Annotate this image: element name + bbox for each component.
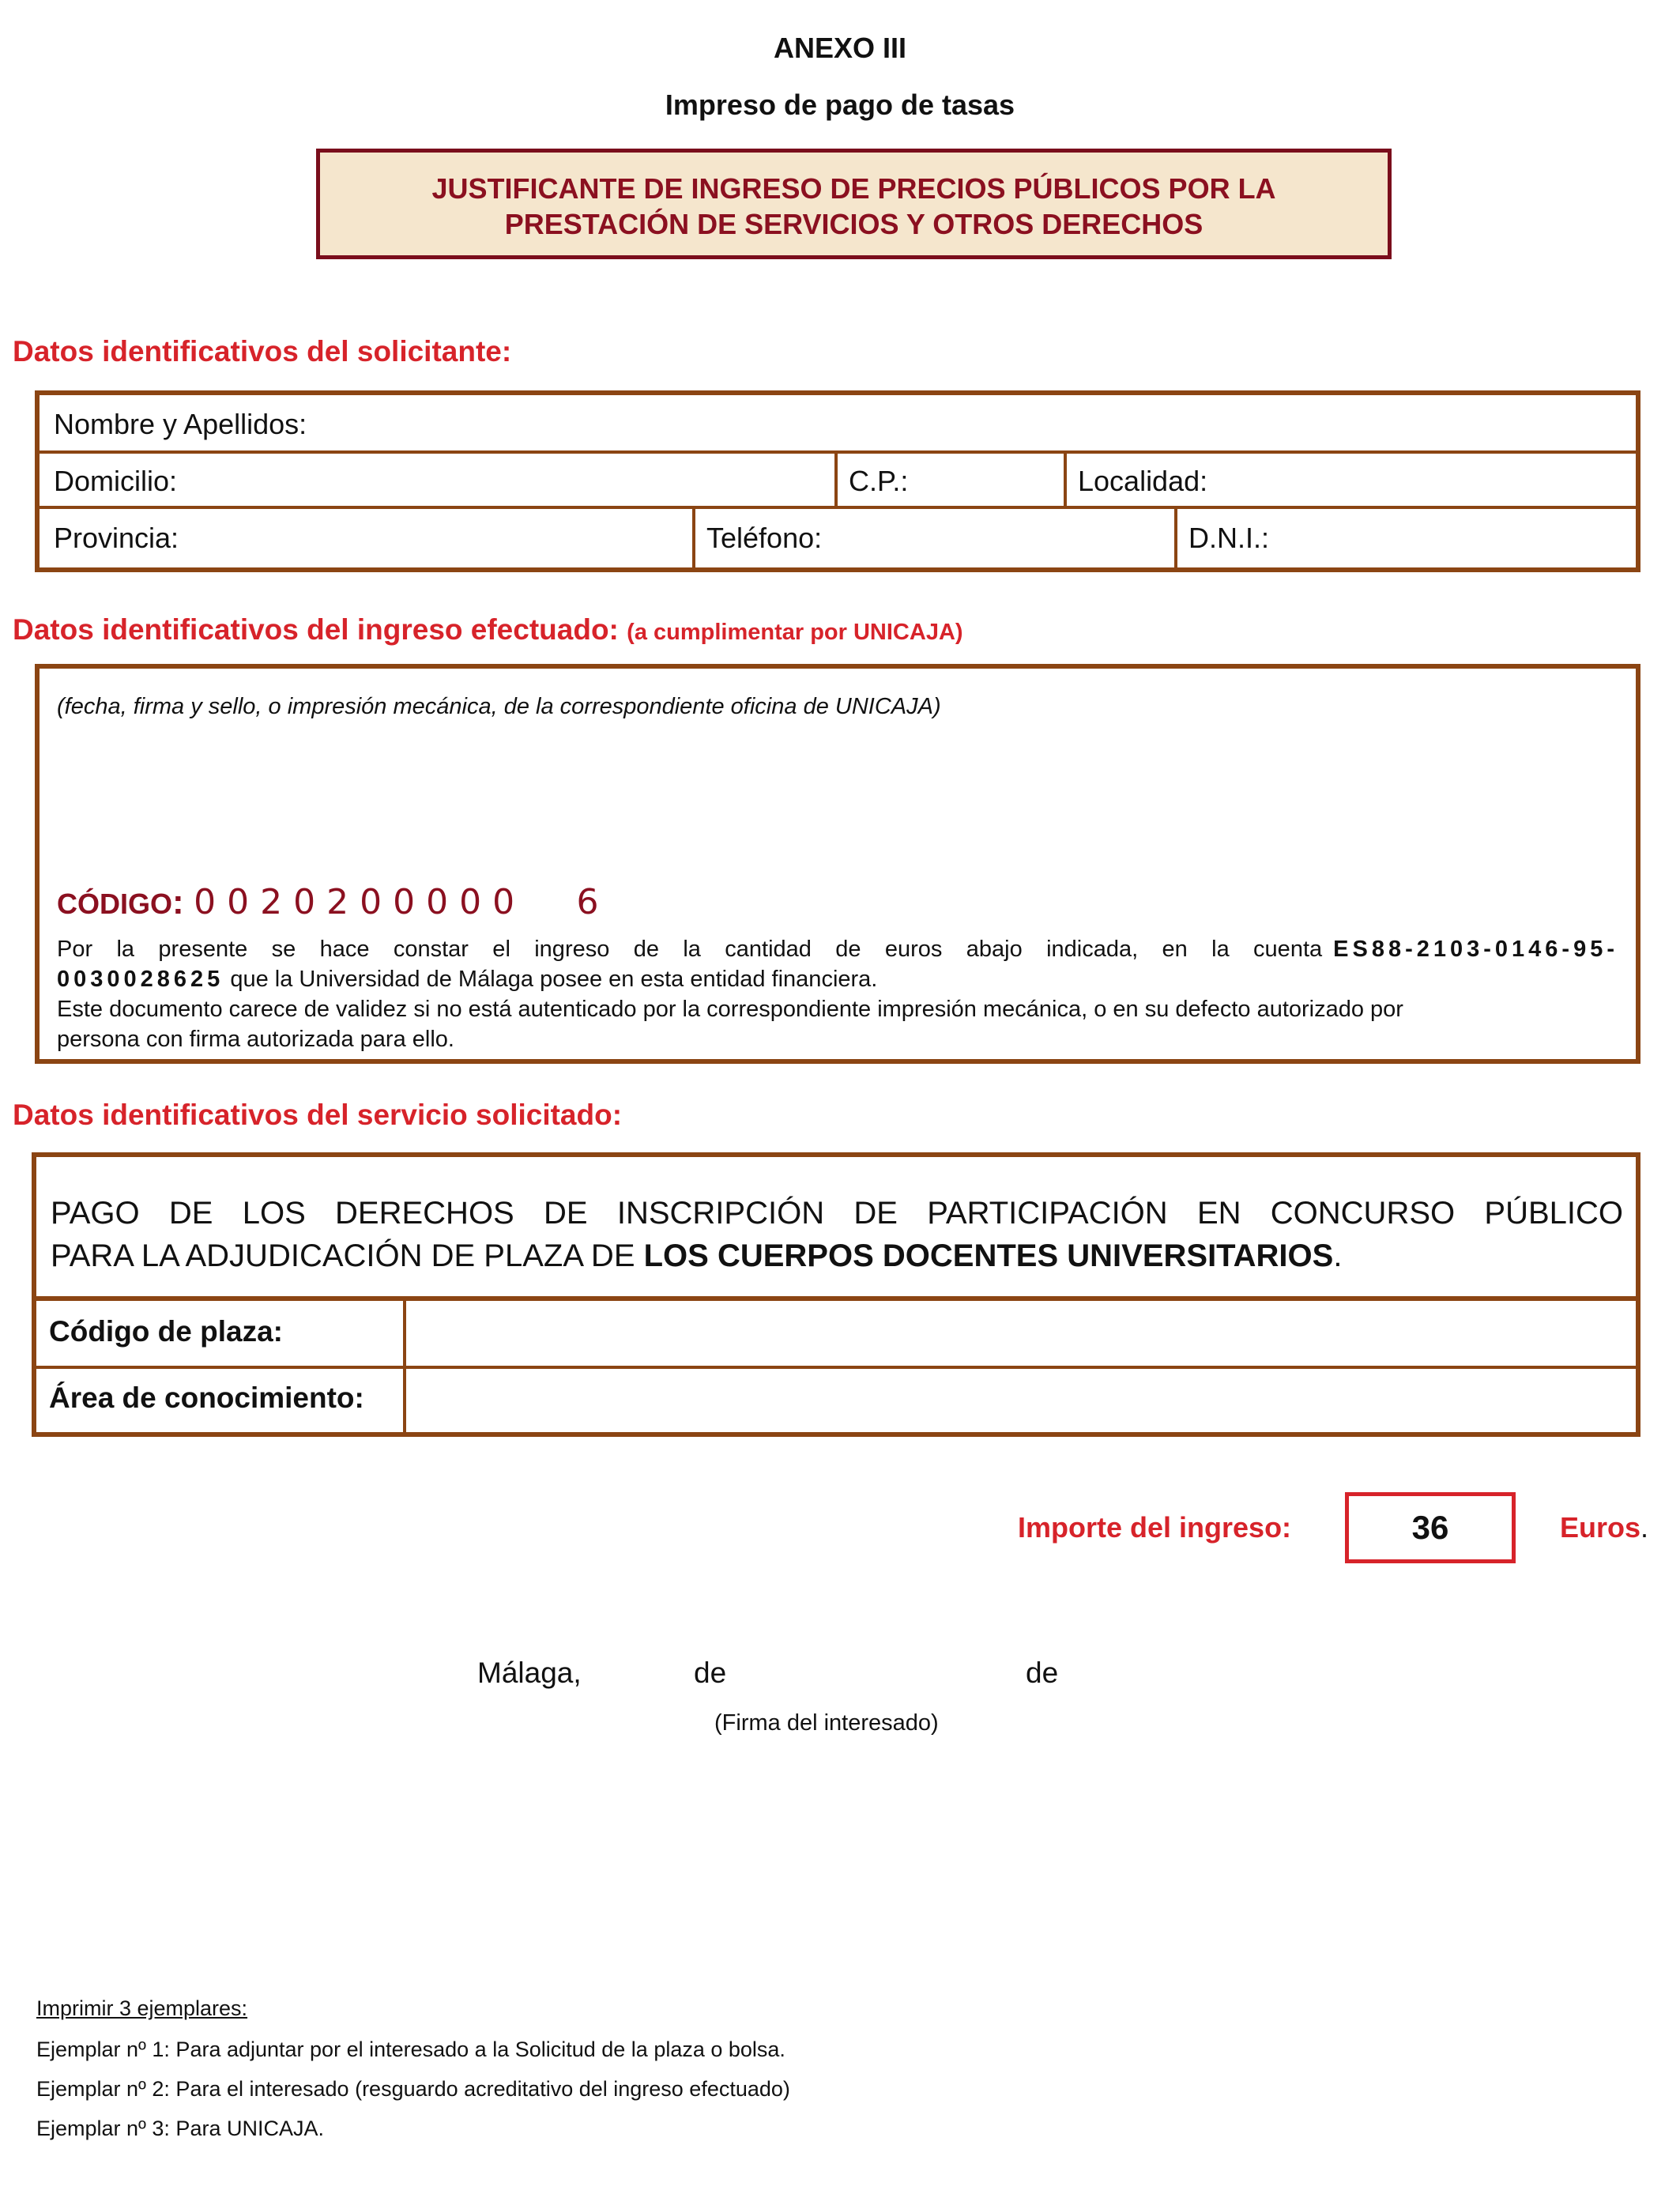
service-line-2-bold: LOS CUERPOS DOCENTES UNIVERSITARIOS	[643, 1238, 1334, 1273]
service-heading: Datos identificativos del servicio solicitado:	[13, 1099, 623, 1131]
account-number-1: ES88-2103-0146-95-	[1333, 937, 1618, 962]
payment-statement	[57, 934, 1618, 1054]
dni-field[interactable]: D.N.I.:	[1188, 522, 1270, 554]
signature-month-de: de	[1026, 1657, 1059, 1689]
account-number-2: 0030028625	[57, 967, 224, 992]
banner-line-1: JUSTIFICANTE DE INGRESO DE PRECIOS PÚBLICOS POR LA	[431, 172, 1276, 205]
province-field[interactable]: Provincia:	[54, 522, 179, 554]
service-description	[51, 1192, 1623, 1277]
annex-title: ANEXO III	[773, 32, 907, 64]
validity-line-2: persona con firma autorizada para ello.	[57, 1027, 454, 1052]
code-label: CÓDIGO:	[57, 883, 184, 922]
receipt-banner	[316, 149, 1392, 259]
signature-place: Málaga,	[477, 1657, 582, 1689]
area-input[interactable]	[408, 1369, 1636, 1432]
name-field[interactable]: Nombre y Apellidos:	[54, 408, 307, 440]
address-field[interactable]: Domicilio:	[54, 465, 178, 497]
service-line-1: PAGO DE LOS DERECHOS DE INSCRIPCIÓN DE PARTICIPACIÓN EN CONCURSO PÚBLICO	[51, 1196, 1623, 1231]
applicant-heading: Datos identificativos del solicitante:	[13, 335, 512, 368]
amount-label: Importe del ingreso:	[1018, 1511, 1292, 1544]
payment-heading-text: Datos identificativos del ingreso efectuado:	[13, 613, 619, 646]
locality-field[interactable]: Localidad:	[1078, 465, 1208, 497]
stamp-note: (fecha, firma y sello, o impresión mecánica, de la correspondiente oficina de UNICAJA)	[57, 694, 941, 719]
footer-copy-2: Ejemplar nº 2: Para el interesado (resguardo acreditativo del ingreso efectuado)	[36, 2077, 790, 2101]
plaza-code-label: Código de plaza:	[49, 1315, 283, 1348]
footer-copy-1: Ejemplar nº 1: Para adjuntar por el interesado a la Solicitud de la plaza o bolsa.	[36, 2038, 785, 2061]
banner-line-2: PRESTACIÓN DE SERVICIOS Y OTROS DERECHOS	[504, 208, 1203, 240]
area-label: Área de conocimiento:	[49, 1382, 364, 1414]
phone-field[interactable]: Teléfono:	[706, 522, 823, 554]
postal-code-field[interactable]: C.P.:	[849, 465, 909, 497]
statement-text-1: Por la presente se hace constar el ingreso de la cantidad de euros abajo indicada, en la cuenta	[57, 937, 1323, 962]
bank-stamp-box	[35, 664, 1640, 1064]
code-check-digit: 6	[576, 882, 610, 922]
page-subtitle: Impreso de pago de tasas	[665, 89, 1015, 121]
amount-box[interactable]: 36	[1345, 1492, 1516, 1563]
signature-day-de: de	[694, 1657, 727, 1689]
footer-heading: Imprimir 3 ejemplares:	[36, 1996, 248, 2020]
footer-copy-3: Ejemplar nº 3: Para UNICAJA.	[36, 2117, 324, 2140]
plaza-code-input[interactable]	[408, 1301, 1636, 1366]
payment-heading-note: (a cumplimentar por UNICAJA)	[627, 620, 963, 645]
statement-text-2: que la Universidad de Málaga posee en esta entidad financiera.	[230, 967, 878, 992]
payment-heading	[13, 613, 963, 647]
payment-code	[57, 882, 610, 922]
applicant-table	[35, 390, 1640, 572]
service-table	[32, 1152, 1640, 1437]
service-line-2: PARA LA ADJUDICACIÓN DE PLAZA DE LOS CUERPOS DOCENTES UNIVERSITARIOS.	[51, 1238, 1343, 1273]
validity-line-1: Este documento carece de validez si no está autenticado por la correspondiente impresión mecánica, o en su defecto autorizado por	[57, 997, 1403, 1022]
code-value: 0020200000	[194, 882, 526, 922]
amount-currency: Euros.	[1560, 1511, 1649, 1544]
signature-note: (Firma del interesado)	[714, 1710, 939, 1736]
